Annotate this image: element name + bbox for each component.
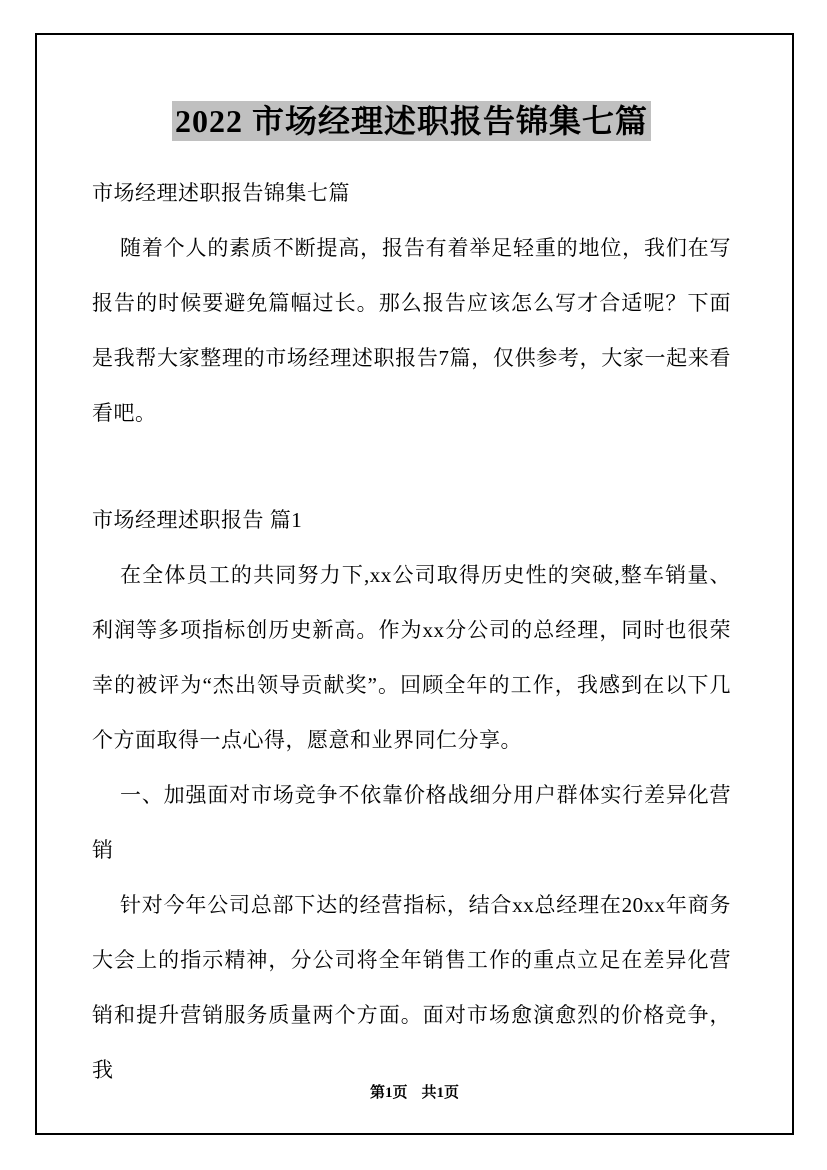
page-border-frame (35, 33, 794, 1135)
section-paragraph: 在全体员工的共同努力下,xx公司取得历史性的突破,整车销量、利润等多项指标创历史新高。作为xx分公司的总经理，同时也很荣幸的被评为“杰出领导贡献奖”。回顾全年的工作，我感到在以下几个方面取得一点心得，愿意和业界同仁分享。 (92, 563, 731, 752)
intro-paragraph: 随着个人的素质不断提高，报告有着举足轻重的地位，我们在写报告的时候要避免篇幅过长。那么报告应该怎么写才合适呢？下面是我帮大家整理的市场经理述职报告7篇，仅供参考，大家一起来看看吧。 (92, 236, 731, 425)
section-paragraph: 针对今年公司总部下达的经营指标，结合xx总经理在20xx年商务大会上的指示精神，分公司将全年销售工作的重点立足在差异化营销和提升营销服务质量两个方面。面对市场愈演愈烈的价格竞争，我 (92, 893, 731, 1082)
section-label-part-1: 市场经理述职报告 篇1 (92, 508, 303, 532)
document-title (92, 100, 731, 143)
footer-current-page: 第1页 (369, 1085, 408, 1101)
page-footer (37, 1083, 792, 1103)
section-subheading: 一、加强面对市场竞争不依靠价格战细分用户群体实行差异化营销 (92, 783, 731, 862)
page-content (92, 35, 731, 1098)
document-title-highlight: 2022 市场经理述职报告锦集七篇 (172, 101, 651, 141)
intro-label: 市场经理述职报告锦集七篇 (92, 181, 350, 205)
footer-total-pages: 共1页 (421, 1085, 460, 1101)
